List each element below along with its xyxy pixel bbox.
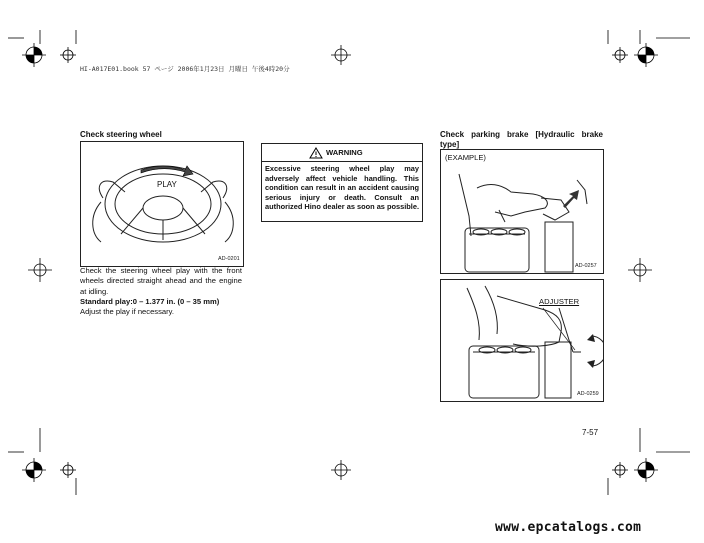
registration-mark-bottom-left-2 (60, 462, 76, 478)
figure1-label: (EXAMPLE) (445, 153, 486, 162)
registration-mark-top-center (331, 45, 351, 65)
page-number: 7-57 (582, 428, 599, 437)
adjuster-label: ADJUSTER (539, 297, 580, 306)
steering-wheel-figure (80, 141, 244, 267)
adjust-note: Adjust the play if necessary. (80, 307, 174, 316)
registration-mark-top-right-2 (612, 47, 628, 63)
figure2-code: AD-0259 (577, 391, 599, 397)
footer-url[interactable]: www.epcatalogs.com (495, 520, 642, 535)
registration-mark-bottom-center (331, 460, 351, 480)
section-title-parking-brake: Check parking brake [Hydraulic brake type] (440, 130, 603, 149)
steering-wheel-illustration (81, 142, 243, 266)
warning-text: Excessive steering wheel play may adversely affect vehicle handling. This condition can result in an accident causing serious injury or death. Consult an authorized Hino dealer as soon as possible. (265, 164, 420, 212)
parking-brake-figure-1 (440, 149, 604, 274)
parking-brake-lever-illustration (441, 150, 603, 273)
figure-code: AD-0201 (218, 256, 240, 262)
warning-triangle-icon (309, 147, 323, 159)
registration-mark-bottom-right-2 (612, 462, 628, 478)
running-head: HI-A017E01.book 57 ページ 2006年1月23日 月曜日 午後4時20分 (80, 65, 290, 73)
registration-mark-mid-right (628, 258, 652, 282)
rotate-arrow-icon (587, 334, 595, 342)
registration-mark-mid-left (28, 258, 52, 282)
standard-play-spec: Standard play:0 – 1.377 in. (0 – 35 mm) (80, 297, 220, 306)
steering-paragraph: Check the steering wheel play with the front wheels directed straight ahead and the engine at idling. (80, 266, 242, 296)
pull-arrow-icon (563, 190, 579, 208)
section-title-steering: Check steering wheel (80, 130, 162, 139)
warning-label: WARNING (326, 148, 363, 157)
parking-brake-figure-2 (440, 279, 604, 402)
warning-header (261, 143, 423, 162)
registration-mark-top-left-2 (60, 47, 76, 63)
figure1-code: AD-0257 (575, 263, 597, 269)
rotate-arrow-icon-2 (587, 360, 595, 368)
play-label: PLAY (157, 180, 177, 189)
